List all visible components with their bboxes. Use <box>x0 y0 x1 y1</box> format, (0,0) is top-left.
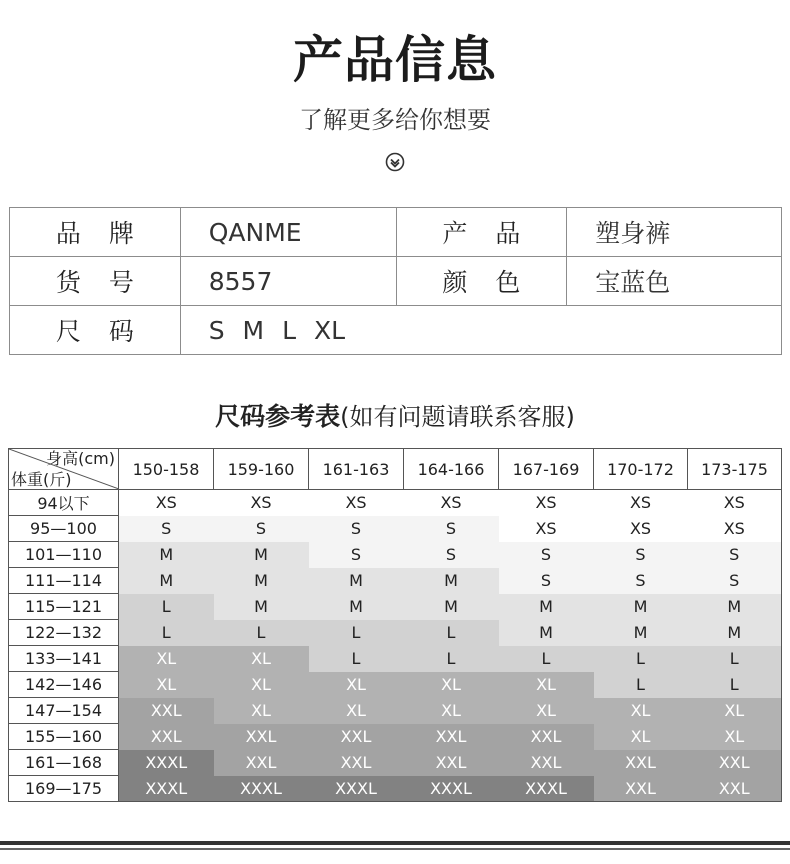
size-cell: XL <box>404 672 499 698</box>
size-chart-title <box>0 398 790 436</box>
product-value: 塑身裤 <box>567 208 782 257</box>
chevron-down-circle-icon[interactable] <box>385 152 405 172</box>
size-cell: S <box>688 542 782 568</box>
size-cell: XXL <box>309 724 404 750</box>
info-row-code <box>10 257 782 306</box>
brand-label: 品 牌 <box>10 208 181 257</box>
table-row <box>9 620 782 646</box>
size-cell: XL <box>214 646 309 672</box>
size-cell: XL <box>594 724 688 750</box>
size-value: S M L XL <box>180 306 781 355</box>
height-header-0: 150-158 <box>119 449 214 490</box>
size-cell: XXL <box>688 750 782 776</box>
size-cell: S <box>688 568 782 594</box>
size-cell: XS <box>404 490 499 516</box>
size-cell: XXXL <box>499 776 594 802</box>
size-cell: L <box>404 646 499 672</box>
product-info-table <box>9 207 782 355</box>
size-cell: M <box>214 542 309 568</box>
weight-label: 133—141 <box>9 646 119 672</box>
size-cell: S <box>499 542 594 568</box>
table-row <box>9 776 782 802</box>
size-cell: XS <box>214 490 309 516</box>
table-row <box>9 724 782 750</box>
corner-height-label: 身高(cm) <box>46 449 115 468</box>
size-cell: XXL <box>309 750 404 776</box>
size-cell: L <box>119 620 214 646</box>
size-cell: XL <box>688 724 782 750</box>
size-cell: XXL <box>499 724 594 750</box>
weight-label: 94以下 <box>9 490 119 516</box>
size-cell: XL <box>214 672 309 698</box>
size-cell: XXL <box>119 724 214 750</box>
height-header-6: 173-175 <box>688 449 782 490</box>
size-cell: M <box>688 620 782 646</box>
size-cell: L <box>309 646 404 672</box>
height-header-2: 161-163 <box>309 449 404 490</box>
size-cell: XL <box>119 646 214 672</box>
size-cell: XXL <box>119 698 214 724</box>
size-cell: XL <box>214 698 309 724</box>
size-chart-heading: 尺码参考表 <box>215 402 341 431</box>
height-header-4: 167-169 <box>499 449 594 490</box>
size-cell: L <box>499 646 594 672</box>
brand-value: QANME <box>180 208 396 257</box>
color-label: 颜 色 <box>396 257 567 306</box>
size-cell: XS <box>499 516 594 542</box>
height-header-5: 170-172 <box>594 449 688 490</box>
size-cell: XS <box>594 516 688 542</box>
size-cell: XS <box>119 490 214 516</box>
size-cell: XXXL <box>119 750 214 776</box>
size-chart-table <box>8 448 782 802</box>
size-cell: XXXL <box>404 776 499 802</box>
size-cell: M <box>404 568 499 594</box>
size-cell: M <box>214 594 309 620</box>
size-cell: S <box>214 516 309 542</box>
size-cell: XXL <box>214 724 309 750</box>
size-chart-note: (如有问题请联系客服) <box>340 403 575 431</box>
weight-label: 115—121 <box>9 594 119 620</box>
size-chart-header-row <box>9 449 782 490</box>
size-cell: XL <box>309 672 404 698</box>
table-row <box>9 542 782 568</box>
code-label: 货 号 <box>10 257 181 306</box>
size-cell: XL <box>688 698 782 724</box>
size-cell: M <box>309 568 404 594</box>
weight-label: 169—175 <box>9 776 119 802</box>
table-row <box>9 698 782 724</box>
size-cell: M <box>119 568 214 594</box>
code-value: 8557 <box>180 257 396 306</box>
size-cell: XL <box>119 672 214 698</box>
size-label: 尺 码 <box>10 306 181 355</box>
weight-label: 101—110 <box>9 542 119 568</box>
size-cell: M <box>214 568 309 594</box>
size-cell: XS <box>688 490 782 516</box>
size-cell: L <box>688 672 782 698</box>
product-label: 产 品 <box>396 208 567 257</box>
size-cell: XS <box>309 490 404 516</box>
weight-label: 161—168 <box>9 750 119 776</box>
table-row <box>9 750 782 776</box>
size-cell: S <box>119 516 214 542</box>
size-cell: S <box>404 516 499 542</box>
table-row <box>9 672 782 698</box>
color-value: 宝蓝色 <box>567 257 782 306</box>
size-cell: M <box>119 542 214 568</box>
size-cell: M <box>309 594 404 620</box>
weight-label: 111—114 <box>9 568 119 594</box>
size-cell: M <box>499 594 594 620</box>
size-cell: XS <box>688 516 782 542</box>
size-cell: XXL <box>499 750 594 776</box>
info-row-brand <box>10 208 782 257</box>
table-row <box>9 490 782 516</box>
size-cell: XXL <box>404 750 499 776</box>
page-title: 产品信息 <box>293 31 497 89</box>
size-cell: XS <box>594 490 688 516</box>
footer-divider-thin <box>0 848 790 850</box>
size-cell: L <box>688 646 782 672</box>
size-cell: M <box>688 594 782 620</box>
size-cell: S <box>594 542 688 568</box>
info-row-size <box>10 306 782 355</box>
size-cell: S <box>404 542 499 568</box>
size-cell: XL <box>404 698 499 724</box>
height-header-1: 159-160 <box>214 449 309 490</box>
size-cell: XL <box>499 698 594 724</box>
size-cell: XXL <box>404 724 499 750</box>
size-chart-corner <box>9 449 119 490</box>
size-cell: XXXL <box>119 776 214 802</box>
size-cell: XXL <box>594 776 688 802</box>
size-cell: L <box>594 646 688 672</box>
size-cell: S <box>594 568 688 594</box>
size-cell: XXXL <box>309 776 404 802</box>
size-cell: M <box>404 594 499 620</box>
weight-label: 142—146 <box>9 672 119 698</box>
footer-divider <box>0 841 790 845</box>
size-cell: L <box>594 672 688 698</box>
size-cell: L <box>119 594 214 620</box>
size-cell: L <box>404 620 499 646</box>
weight-label: 147—154 <box>9 698 119 724</box>
weight-label: 95—100 <box>9 516 119 542</box>
size-cell: L <box>214 620 309 646</box>
size-cell: S <box>309 516 404 542</box>
size-cell: S <box>309 542 404 568</box>
size-cell: M <box>594 594 688 620</box>
weight-label: 122—132 <box>9 620 119 646</box>
table-row <box>9 516 782 542</box>
size-cell: XXL <box>688 776 782 802</box>
size-cell: M <box>499 620 594 646</box>
size-cell: XL <box>594 698 688 724</box>
table-row <box>9 646 782 672</box>
size-cell: XL <box>309 698 404 724</box>
size-cell: L <box>309 620 404 646</box>
size-cell: M <box>594 620 688 646</box>
height-header-3: 164-166 <box>404 449 499 490</box>
table-row <box>9 594 782 620</box>
size-cell: XXL <box>594 750 688 776</box>
size-cell: XXL <box>214 750 309 776</box>
size-cell: XL <box>499 672 594 698</box>
size-cell: XS <box>499 490 594 516</box>
size-cell: XXXL <box>214 776 309 802</box>
page-subtitle: 了解更多给你想要 <box>299 106 491 134</box>
weight-label: 155—160 <box>9 724 119 750</box>
size-cell: S <box>499 568 594 594</box>
corner-weight-label: 体重(斤) <box>11 470 72 489</box>
table-row <box>9 568 782 594</box>
